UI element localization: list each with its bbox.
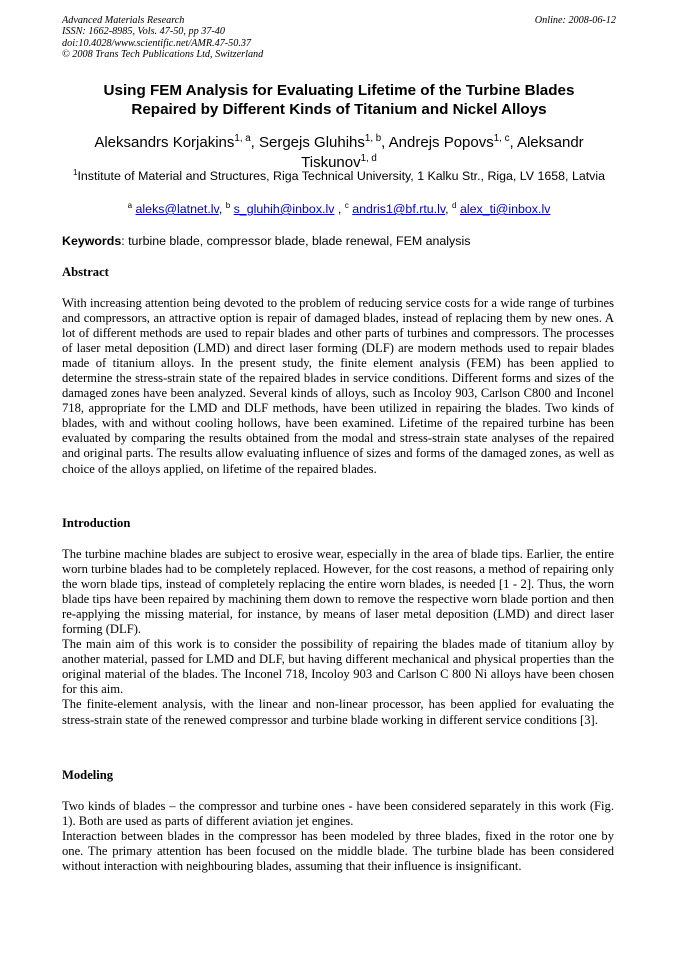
abstract-heading: Abstract [62, 265, 109, 279]
email-link-c[interactable]: andris1@bf.rtu.lv [352, 202, 446, 216]
modeling-paragraph-1: Two kinds of blades – the compressor and turbine ones - have been considered separately in this work (Fig. 1). Both are used as parts of different aviation jet engines. [62, 799, 614, 829]
separator: , [509, 134, 517, 151]
author-name: Sergejs Gluhihs [259, 134, 365, 151]
keywords-text: : turbine blade, compressor blade, blade renewal, FEM analysis [121, 234, 471, 248]
introduction-paragraph-2: The main aim of this work is to consider the possibility of repairing the blades made of titanium alloy by another material, passed for LMD and DLF, but having different mechanical and physical properties than the original material of the blades. The Inconel 718, Incoloy 903 and Carlson C 800 Ni alloys have been chosen for this aim. [62, 637, 614, 697]
affiliation [62, 168, 616, 184]
email-sup: a [127, 200, 133, 210]
modeling-body [62, 799, 614, 874]
introduction-paragraph-3: The finite-element analysis, with the linear and non-linear processor, has been applied for evaluating the stress-strain state of the renewed compressor and turbine blade working in different service conditions [3]. [62, 697, 614, 727]
modeling-paragraph-2: Interaction between blades in the compressor has been modeled by three blades, fixed in the rotor one by one. The primary attention has been focused on the middle blade. The turbine blade has been considered without interaction with neighbouring blades, assuming that their influence is insignificant. [62, 829, 614, 874]
email-link-a[interactable]: aleks@latnet.lv [135, 202, 219, 216]
separator: , [218, 202, 226, 216]
affiliation-sup: 1 [72, 167, 78, 177]
modeling-heading: Modeling [62, 768, 114, 782]
email-link-d[interactable]: alex_ti@inbox.lv [459, 202, 551, 216]
email-list [62, 201, 616, 217]
author-sup: 1, c [493, 133, 510, 144]
affiliation-text: Institute of Material and Structures, Riga Technical University, 1 Kalku Str., Riga, LV 1658, Latvia [77, 169, 606, 183]
keywords [62, 233, 616, 249]
email-sup: b [225, 200, 231, 210]
online-date: Online: 2008-06-12 [534, 15, 616, 26]
journal-name: Advanced Materials Research [62, 15, 185, 26]
author-list [62, 133, 616, 173]
issn-line: ISSN: 1662-8985, Vols. 47-50, pp 37-40 [62, 26, 225, 38]
introduction-body [62, 547, 614, 728]
doi-line: doi:10.4028/www.scientific.net/AMR.47-50.37 [62, 37, 252, 49]
author-name: Aleksandr Tiskunov [301, 134, 584, 171]
keywords-label: Keywords [62, 234, 122, 248]
email-sup: c [344, 200, 349, 210]
title-line-2: Repaired by Different Kinds of Titanium and Nickel Alloys [131, 100, 547, 118]
separator: , [445, 202, 453, 216]
author-name: Aleksandrs Korjakins [94, 134, 235, 151]
author-sup: 1, d [360, 153, 377, 164]
separator: , [250, 134, 259, 151]
email-link-b[interactable]: s_gluhih@inbox.lv [233, 202, 335, 216]
introduction-paragraph-1: The turbine machine blades are subject to erosive wear, especially in the area of blade tips. Earlier, the entire worn turbine blades had to be completely replaced. However, for the cost reasons, a method of repairing only the worn blade tips, instead of completely replacing the entire worn blades, is needed [1 - 2]. Thus, the worn blade tips have been repaired by machining them down to remove the respective worn blade portion and then re-applying the missing material, for instance, by means of laser metal deposition (LMD) and direct laser forming (DLF). [62, 547, 614, 637]
introduction-heading: Introduction [62, 516, 131, 530]
copyright-line: © 2008 Trans Tech Publications Ltd, Switzerland [62, 49, 264, 61]
title-line-1: Using FEM Analysis for Evaluating Lifetime of the Turbine Blades [103, 82, 575, 99]
separator: , [334, 202, 345, 216]
separator: , [381, 134, 389, 151]
paper-title [62, 82, 616, 119]
journal-header [62, 15, 616, 61]
email-sup: d [452, 200, 457, 210]
author-sup: 1, a [234, 133, 251, 144]
abstract-paragraph: With increasing attention being devoted to the problem of reducing service costs for a wide range of turbines and compressors, an attractive option is repair of damaged blades, instead of replacing them by new ones. A lot of different methods are used to repair blades and other parts of turbines and compressors. The processes of laser metal deposition (LMD) and direct laser forming (DLF) are modern methods used to repair blades made of titanium alloys. In the present study, the finite element analysis (FEM) has been applied to determine the stress-strain state of the repaired blades in service conditions. Different forms and sizes of the damaged zones have been analyzed. Several kinds of alloys, such as Incoloy 903, Carlson C800 and Inconel 718, appropriate for the LMD and DLF methods, have been utilized in repairing the blades. Two kinds of blades, with and without cooling hollows, have been examined. Lifetime of the repaired turbine has been evaluated by comparing the results obtained from the modal and stress-strain state analyses of the repaired and original parts. The results allow evaluating influence of sizes and forms of the damaged zones, as well as choice of the alloys applied, on lifetime of the repaired blades. [62, 296, 614, 476]
author-sup: 1, b [364, 133, 382, 144]
author-name: Andrejs Popovs [388, 134, 494, 151]
abstract-body [62, 296, 614, 477]
